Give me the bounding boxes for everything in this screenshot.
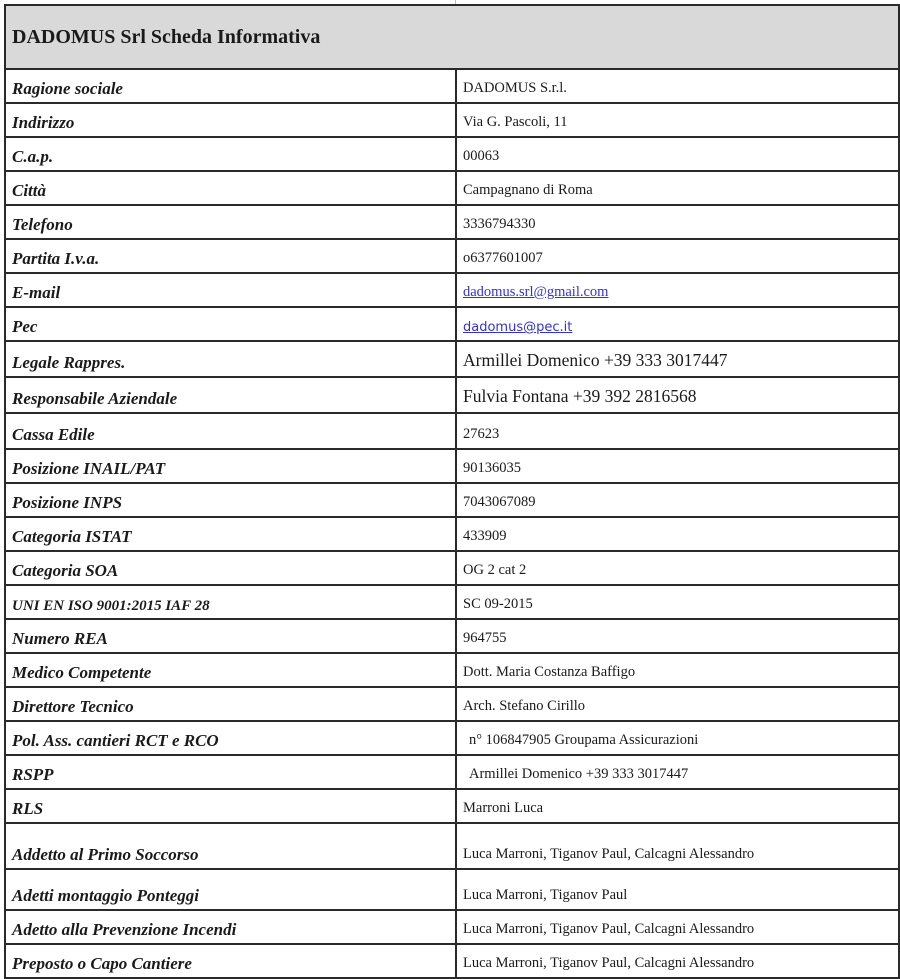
table-row	[5, 653, 899, 687]
row-label: Partita I.v.a.	[5, 239, 456, 273]
row-value: 433909	[456, 517, 899, 551]
row-value: Fulvia Fontana +39 392 2816568	[456, 377, 899, 413]
row-label: Preposto o Capo Cantiere	[5, 944, 456, 978]
row-value: Luca Marroni, Tiganov Paul	[456, 869, 899, 910]
row-value: Marroni Luca	[456, 789, 899, 823]
row-label: Numero REA	[5, 619, 456, 653]
sheet-title: DADOMUS Srl Scheda Informativa	[5, 5, 899, 69]
info-sheet-table	[4, 4, 900, 979]
row-value: 3336794330	[456, 205, 899, 239]
table-row	[5, 205, 899, 239]
row-label: Posizione INPS	[5, 483, 456, 517]
table-row	[5, 910, 899, 944]
pec-link[interactable]: dadomus@pec.it	[456, 307, 899, 341]
table-row	[5, 413, 899, 449]
table-row	[5, 341, 899, 377]
row-label: Cassa Edile	[5, 413, 456, 449]
row-value: 7043067089	[456, 483, 899, 517]
row-label: Adetto alla Prevenzione Incendi	[5, 910, 456, 944]
table-row	[5, 171, 899, 205]
row-value: Luca Marroni, Tiganov Paul, Calcagni Alessandro	[456, 823, 899, 869]
row-label: UNI EN ISO 9001:2015 IAF 28	[5, 585, 456, 619]
row-label: RSPP	[5, 755, 456, 789]
table-row	[5, 585, 899, 619]
table-row	[5, 517, 899, 551]
table-row	[5, 103, 899, 137]
header-row	[5, 5, 899, 69]
row-label: Responsabile Aziendale	[5, 377, 456, 413]
row-value: 00063	[456, 137, 899, 171]
table-row	[5, 551, 899, 585]
row-label: Direttore Tecnico	[5, 687, 456, 721]
row-label: Ragione sociale	[5, 69, 456, 103]
row-label: Medico Competente	[5, 653, 456, 687]
row-label: Legale Rappres.	[5, 341, 456, 377]
row-value: Luca Marroni, Tiganov Paul, Calcagni Alessandro	[456, 944, 899, 978]
email-link[interactable]: dadomus.srl@gmail.com	[456, 273, 899, 307]
table-row	[5, 239, 899, 273]
row-value: Arch. Stefano Cirillo	[456, 687, 899, 721]
table-row	[5, 721, 899, 755]
row-value: Armillei Domenico +39 333 3017447	[456, 341, 899, 377]
row-value: OG 2 cat 2	[456, 551, 899, 585]
row-label: Addetto al Primo Soccorso	[5, 823, 456, 869]
table-row	[5, 944, 899, 978]
row-label: E-mail	[5, 273, 456, 307]
table-row	[5, 755, 899, 789]
row-value: DADOMUS S.r.l.	[456, 69, 899, 103]
row-value: SC 09-2015	[456, 585, 899, 619]
table-row	[5, 789, 899, 823]
table-row	[5, 377, 899, 413]
row-value: 27623	[456, 413, 899, 449]
table-row	[5, 449, 899, 483]
table-row	[5, 137, 899, 171]
row-label: Pec	[5, 307, 456, 341]
table-row	[5, 823, 899, 869]
row-label: C.a.p.	[5, 137, 456, 171]
row-value: Luca Marroni, Tiganov Paul, Calcagni Alessandro	[456, 910, 899, 944]
row-label: Telefono	[5, 205, 456, 239]
row-value: 90136035	[456, 449, 899, 483]
table-row	[5, 69, 899, 103]
row-label: Pol. Ass. cantieri RCT e RCO	[5, 721, 456, 755]
row-label: Categoria ISTAT	[5, 517, 456, 551]
row-label: Indirizzo	[5, 103, 456, 137]
row-label: Adetti montaggio Ponteggi	[5, 869, 456, 910]
row-value: Dott. Maria Costanza Baffigo	[456, 653, 899, 687]
row-value: Armillei Domenico +39 333 3017447	[456, 755, 899, 789]
row-label: Posizione INAIL/PAT	[5, 449, 456, 483]
row-label: Categoria SOA	[5, 551, 456, 585]
row-value: n° 106847905 Groupama Assicurazioni	[456, 721, 899, 755]
row-value: 964755	[456, 619, 899, 653]
row-value: o6377601007	[456, 239, 899, 273]
row-value: Via G. Pascoli, 11	[456, 103, 899, 137]
table-row	[5, 307, 899, 341]
table-row	[5, 687, 899, 721]
table-row	[5, 483, 899, 517]
table-row	[5, 273, 899, 307]
table-row	[5, 869, 899, 910]
row-value: Campagnano di Roma	[456, 171, 899, 205]
table-row	[5, 619, 899, 653]
row-label: RLS	[5, 789, 456, 823]
row-label: Città	[5, 171, 456, 205]
